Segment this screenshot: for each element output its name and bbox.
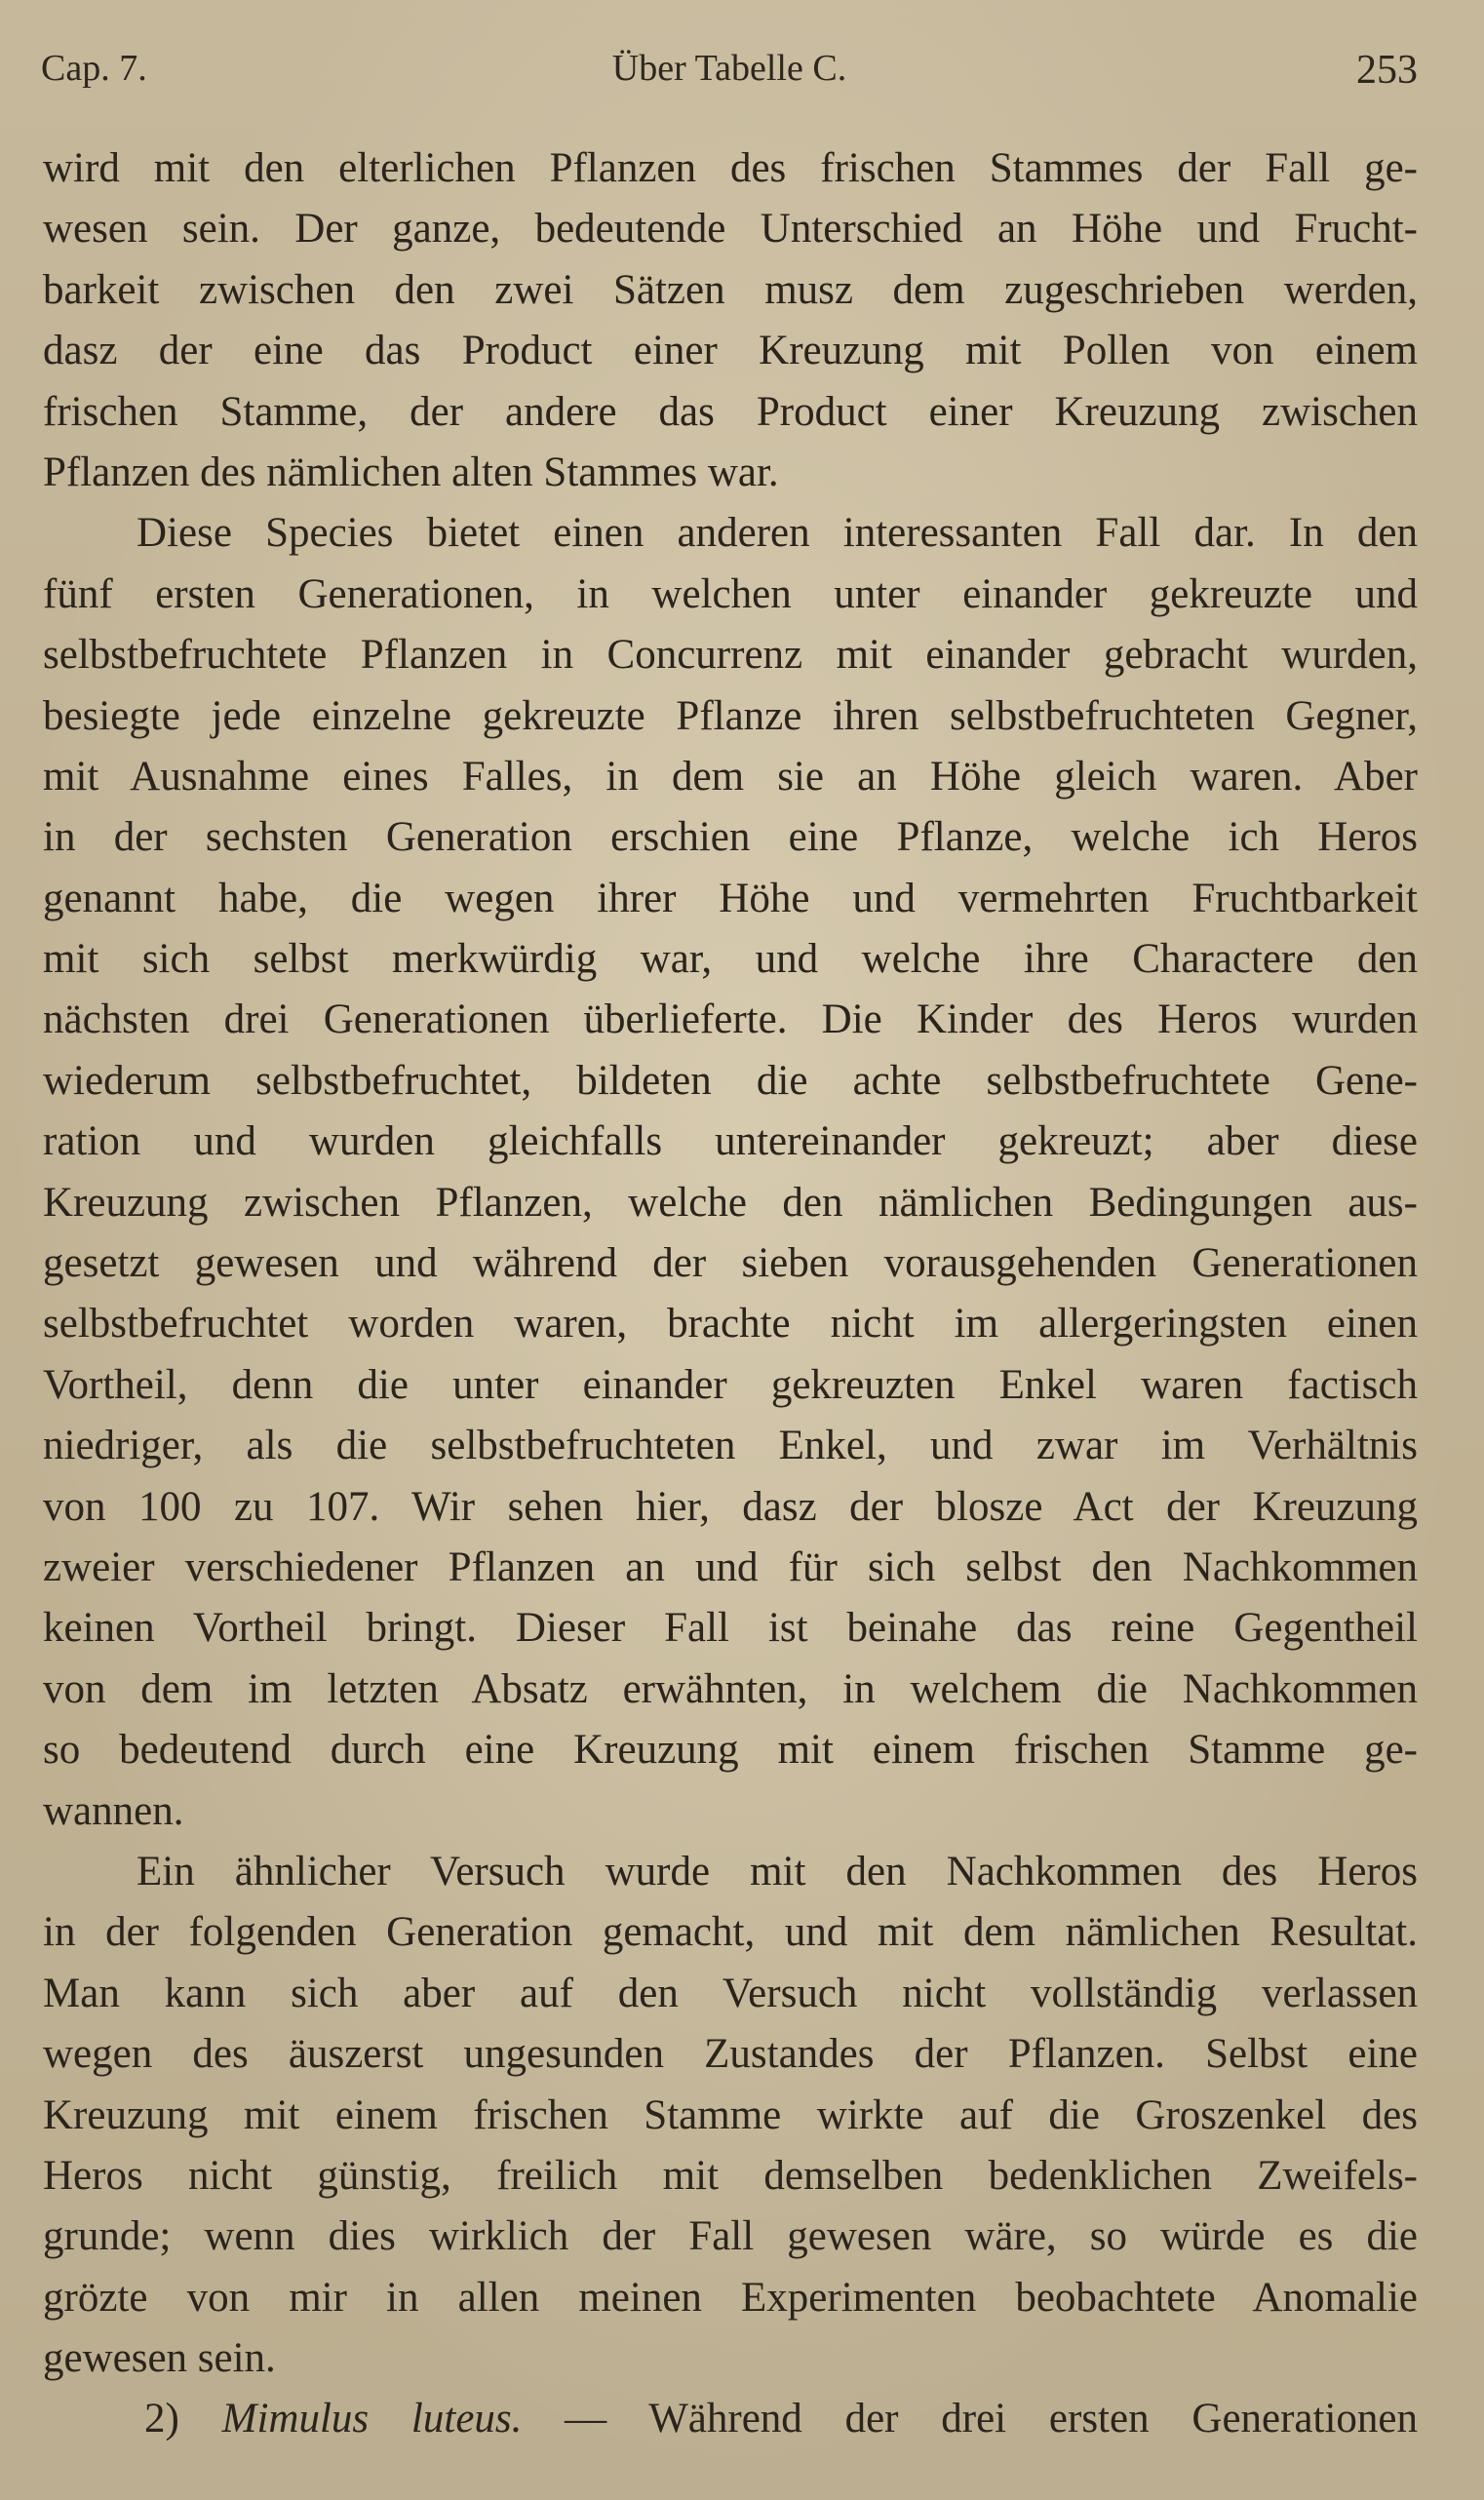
text-line: wesen sein. Der ganze, bedeutende Unterschied an Höhe und Frucht- — [43, 206, 1418, 253]
text-line: mit Ausnahme eines Falles, in dem sie an Höhe gleich waren. Aber — [43, 753, 1418, 800]
text-line: zweier verschiedener Pflanzen an und für sich selbst den Nachkommen — [43, 1543, 1418, 1590]
text-line: Vortheil, denn die unter einander gekreuzten Enkel waren factisch — [43, 1361, 1418, 1408]
paragraph-4 — [43, 2389, 1418, 2449]
text-line: genannt habe, die wegen ihrer Höhe und vermehrten Fruchtbarkeit — [43, 875, 1418, 921]
text-line: in der sechsten Generation erschien eine Pflanze, welche ich Heros — [43, 814, 1418, 861]
text-line: fünf ersten Generationen, in welchen unter einander gekreuzte und — [43, 570, 1418, 617]
text-line: Ein ähnlicher Versuch wurde mit den Nachkommen des Heros — [137, 1848, 1418, 1895]
text-line: barkeit zwischen den zwei Sätzen musz dem zugeschrieben werden, — [43, 266, 1418, 313]
paragraph-2 — [43, 503, 1418, 1842]
text-line: selbstbefruchtet worden waren, brachte nicht im allergeringsten einen — [43, 1301, 1418, 1348]
text-line: von 100 zu 107. Wir sehen hier, dasz der blosze Act der Kreuzung — [43, 1483, 1418, 1530]
text-line: selbstbefruchtete Pflanzen in Concurrenz mit einander gebracht wurden, — [43, 632, 1418, 679]
text-line: besiegte jede einzelne gekreuzte Pflanze ihren selbstbefruchteten Gegner, — [43, 692, 1418, 739]
item-number: 2) — [144, 2396, 179, 2442]
text-line: Man kann sich aber auf den Versuch nicht vollständig verlassen — [43, 1970, 1418, 2016]
text-line: nächsten drei Generationen überlieferte. Die Kinder des Heros wurden — [43, 996, 1418, 1043]
running-header — [41, 47, 1418, 105]
text-line: in der folgenden Generation gemacht, und mit dem nämlichen Resultat. — [43, 1909, 1418, 1956]
text-line: wiederum selbstbefruchtet, bildeten die achte selbstbefruchtete Gene- — [43, 1057, 1418, 1104]
text-line: grözte von mir in allen meinen Experimenten beobachtete Anomalie — [43, 2274, 1418, 2321]
text-line: ration und wurden gleichfalls untereinander gekreuzt; aber diese — [43, 1118, 1418, 1165]
text-line: keinen Vortheil bringt. Dieser Fall ist beinahe das reine Gegentheil — [43, 1605, 1418, 1652]
page-body — [43, 138, 1418, 2450]
text-line: von dem im letzten Absatz erwähnten, in welchem die Nachkommen — [43, 1665, 1418, 1712]
text-line: gesetzt gewesen und während der sieben vorausgehenden Generationen — [43, 1240, 1418, 1287]
page-number: 253 — [1356, 48, 1418, 93]
text-line: gewesen sein. — [43, 2335, 276, 2382]
chapter-label: Cap. 7. — [41, 48, 147, 89]
text-line: wegen des äuszerst ungesunden Zustandes der Pflanzen. Selbst eine — [43, 2031, 1418, 2078]
text-line: Kreuzung zwischen Pflanzen, welche den nämlichen Bedingungen aus- — [43, 1179, 1418, 1226]
text-line: Diese Species bietet einen anderen interessanten Fall dar. In den — [137, 510, 1418, 557]
text-line: mit sich selbst merkwürdig war, und welche ihre Charactere den — [43, 936, 1418, 983]
text-line: Kreuzung mit einem frischen Stamme wirkte auf die Groszenkel des — [43, 2091, 1418, 2138]
text-line: so bedeutend durch eine Kreuzung mit einem frischen Stamme ge- — [43, 1727, 1418, 1774]
text-line: frischen Stamme, der andere das Product einer Kreuzung zwischen — [43, 388, 1418, 435]
text-line: grunde; wenn dies wirklich der Fall gewesen wäre, so würde es die — [43, 2213, 1418, 2260]
text-line: Heros nicht günstig, freilich mit demselben bedenklichen Zweifels- — [43, 2152, 1418, 2199]
species-name: Mimulus luteus. — [221, 2396, 523, 2442]
text-line: dasz der eine das Product einer Kreuzung mit Pollen von einem — [43, 328, 1418, 374]
text-line: Pflanzen des nämlichen alten Stammes war. — [43, 449, 779, 495]
text-line — [43, 2389, 1418, 2449]
paragraph-1 — [43, 138, 1418, 503]
text-line: wird mit den elterlichen Pflanzen des frischen Stammes der Fall ge- — [43, 145, 1418, 191]
paragraph-3 — [43, 1842, 1418, 2390]
item-text: — Während der drei ersten Generationen — [522, 2396, 1418, 2442]
text-line: niedriger, als die selbstbefruchteten Enkel, und zwar im Verhältnis — [43, 1423, 1418, 1469]
section-title: Über Tabelle C. — [611, 48, 847, 89]
text-line: wannen. — [43, 1787, 184, 1834]
